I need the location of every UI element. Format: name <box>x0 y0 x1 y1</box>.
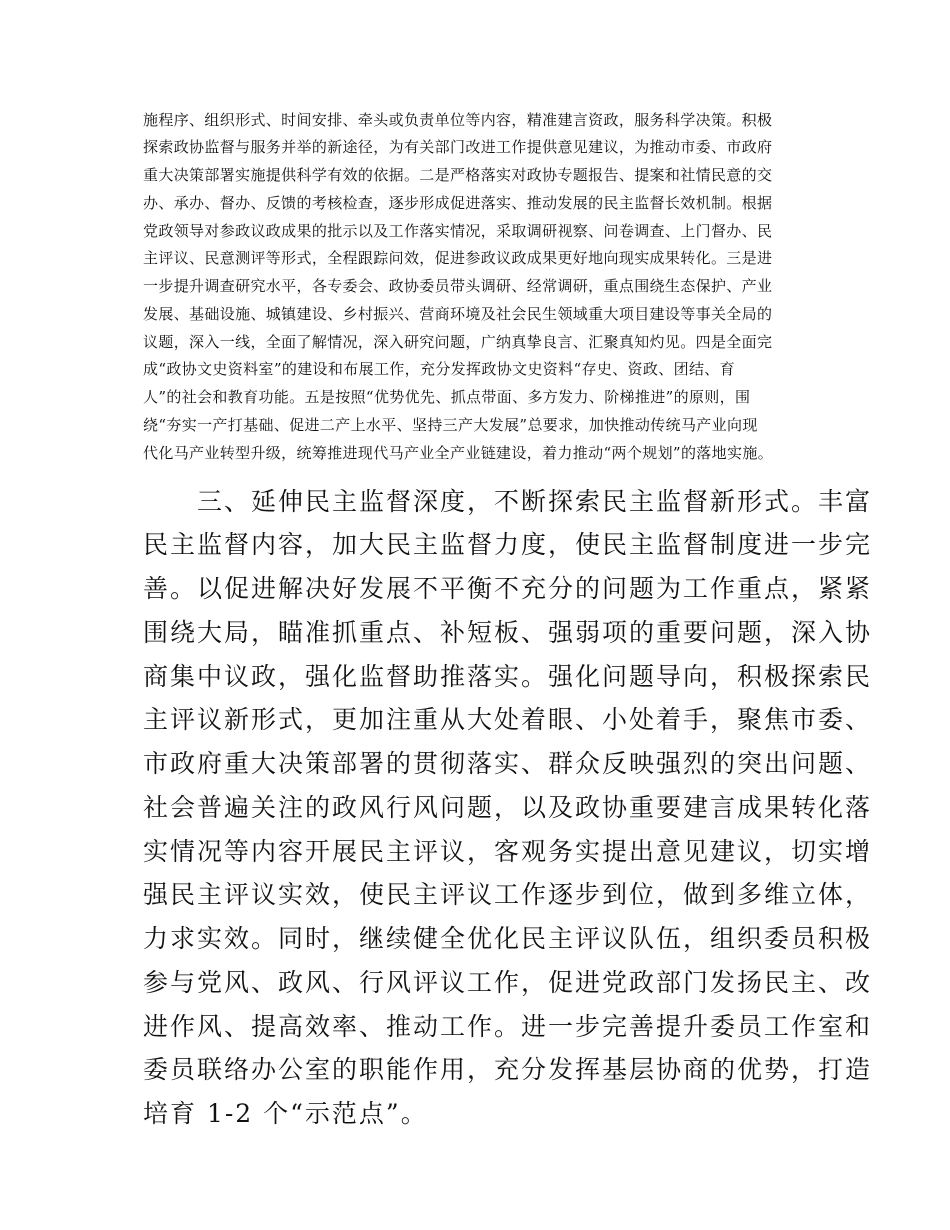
paragraph-line: 强民主评议实效，使民主评议工作逐步到位，做到多维立体， <box>143 880 873 909</box>
paragraph-line: 社会普遍关注的政风行风问题，以及政协重要建言成果转化落 <box>143 793 873 822</box>
paragraph-line: 实情况等内容开展民主评议，客观务实提出意见建议，切实增 <box>143 837 873 866</box>
paragraph-line: 代化马产业转型升级，统筹推进现代马产业全产业链建设，着力推动“两个规划”的落地实施。 <box>143 444 774 462</box>
paragraph-line: 议题，深入一线，全面了解情况，深入研究问题，广纳真挚良言、汇聚真知灼见。四是全面完 <box>143 333 773 351</box>
paragraph-line: 三、延伸民主监督深度，不断探索民主监督新形式。丰富 <box>143 487 873 516</box>
paragraph-line: 主评议新形式，更加注重从大处着眼、小处着手，聚焦市委、 <box>143 705 873 734</box>
paragraph-line: 民主监督内容，加大民主监督力度，使民主监督制度进一步完 <box>143 530 873 559</box>
paragraph-line: 办、承办、督办、反馈的考核检查，逐步形成促进落实、推动发展的民主监督长效机制。根据 <box>143 194 773 212</box>
paragraph-line: 培育 1-2 个“示范点”。 <box>143 1099 428 1128</box>
paragraph-line: 探索政协监督与服务并举的新途径，为有关部门改进工作提供意见建议，为推动市委、市政府 <box>143 138 773 156</box>
paragraph-line: 发展、基础设施、城镇建设、乡村振兴、营商环境及社会民生领域重大项目建设等事关全局的 <box>143 305 773 323</box>
paragraph-line: 党政领导对参政议政成果的批示以及工作落实情况，采取调研视察、问卷调查、上门督办、民 <box>143 222 773 240</box>
paragraph-line: 绕“夯实一产打基础、促进二产上水平、坚持三产大发展”总要求，加快推动传统马产业向现 <box>143 416 758 434</box>
paragraph-line: 力求实效。同时，继续健全优化民主评议队伍，组织委员积极 <box>143 924 873 953</box>
paragraph-line: 一步提升调查研究水平，各专委会、政协委员带头调研、经常调研，重点围绕生态保护、产业 <box>143 277 773 295</box>
paragraph-line: 施程序、组织形式、时间安排、牵头或负责单位等内容，精准建言资政，服务科学决策。积极 <box>143 111 773 129</box>
paragraph-line: 参与党风、政风、行风评议工作，促进党政部门发扬民主、改 <box>143 968 873 997</box>
paragraph-line: 人”的社会和教育功能。五是按照“优势优先、抓点带面、多方发力、阶梯推进”的原则，围 <box>143 388 751 406</box>
paragraph-line: 进作风、提高效率、推动工作。进一步完善提升委员工作室和 <box>143 1012 873 1041</box>
paragraph-line: 商集中议政，强化监督助推落实。强化问题导向，积极探索民 <box>143 662 873 691</box>
paragraph-line: 市政府重大决策部署的贯彻落实、群众反映强烈的突出问题、 <box>143 749 873 778</box>
paragraph-line: 主评议、民意测评等形式，全程跟踪问效，促进参政议政成果更好地向现实成果转化。三是进 <box>143 249 773 267</box>
paragraph-line: 围绕大局，瞄准抓重点、补短板、强弱项的重要问题，深入协 <box>143 618 873 647</box>
paragraph-line: 委员联络办公室的职能作用，充分发挥基层协商的优势，打造 <box>143 1055 873 1084</box>
paragraph-line: 成“政协文史资料室”的建设和布展工作，充分发挥政协文史资料“存史、资政、团结、育 <box>143 360 736 378</box>
paragraph-line: 重大决策部署实施提供科学有效的依据。二是严格落实对政协专题报告、提案和社情民意的交 <box>143 166 773 184</box>
paragraph-line: 善。以促进解决好发展不平衡不充分的问题为工作重点，紧紧 <box>143 574 873 603</box>
